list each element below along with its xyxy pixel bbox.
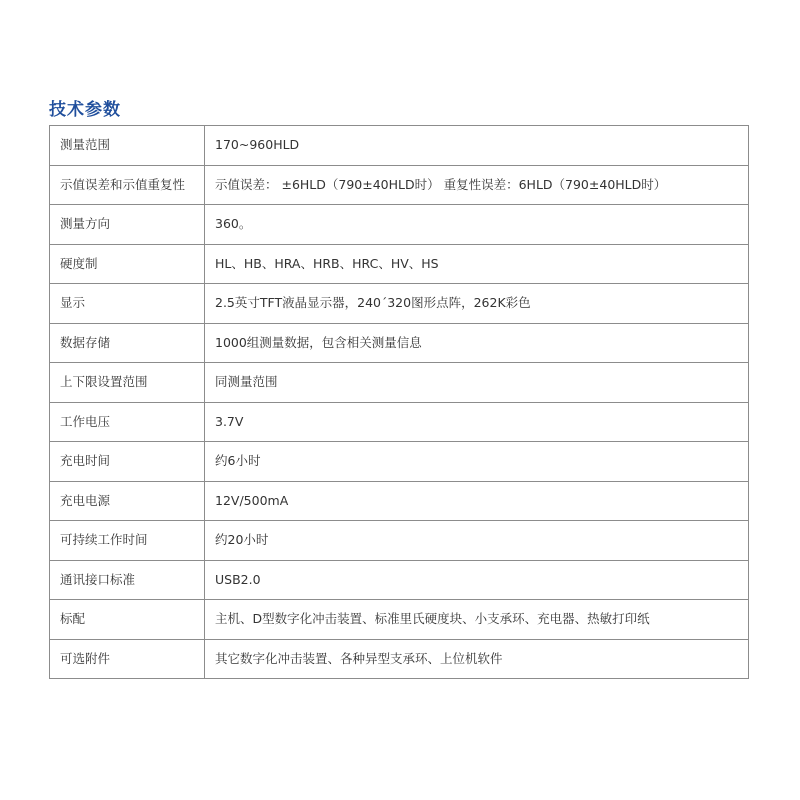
spec-value: 示值误差： ±6HLD（790±40HLD时） 重复性误差：6HLD（790±40HLD时） <box>205 165 749 205</box>
spec-value: 2.5英寸TFT液晶显示器，240´320图形点阵，262K彩色 <box>205 284 749 324</box>
spec-row <box>50 284 749 324</box>
spec-value: 约6小时 <box>205 442 749 482</box>
spec-value: 12V/500mA <box>205 481 749 521</box>
spec-value: 约20小时 <box>205 521 749 561</box>
spec-label: 显示 <box>50 284 205 324</box>
spec-label: 测量方向 <box>50 205 205 245</box>
spec-value: 3.7V <box>205 402 749 442</box>
spec-value: 同测量范围 <box>205 363 749 403</box>
spec-row <box>50 560 749 600</box>
spec-label: 可选附件 <box>50 639 205 679</box>
spec-label: 标配 <box>50 600 205 640</box>
spec-table <box>49 125 749 679</box>
spec-label: 测量范围 <box>50 126 205 166</box>
spec-label: 充电电源 <box>50 481 205 521</box>
spec-row <box>50 205 749 245</box>
spec-row <box>50 521 749 561</box>
spec-label: 可持续工作时间 <box>50 521 205 561</box>
spec-value: 1000组测量数据，包含相关测量信息 <box>205 323 749 363</box>
spec-label: 上下限设置范围 <box>50 363 205 403</box>
spec-row <box>50 363 749 403</box>
spec-row <box>50 402 749 442</box>
spec-row <box>50 126 749 166</box>
spec-row <box>50 600 749 640</box>
spec-value: 其它数字化冲击装置、各种异型支承环、上位机软件 <box>205 639 749 679</box>
spec-label: 通讯接口标准 <box>50 560 205 600</box>
spec-value: 170~960HLD <box>205 126 749 166</box>
spec-row <box>50 323 749 363</box>
spec-value: 主机、D型数字化冲击装置、标准里氏硬度块、小支承环、充电器、热敏打印纸 <box>205 600 749 640</box>
spec-value: 360。 <box>205 205 749 245</box>
spec-label: 硬度制 <box>50 244 205 284</box>
spec-value: HL、HB、HRA、HRB、HRC、HV、HS <box>205 244 749 284</box>
spec-value: USB2.0 <box>205 560 749 600</box>
spec-row <box>50 481 749 521</box>
spec-label: 充电时间 <box>50 442 205 482</box>
spec-row <box>50 639 749 679</box>
spec-label: 数据存储 <box>50 323 205 363</box>
spec-row <box>50 442 749 482</box>
spec-label: 示值误差和示值重复性 <box>50 165 205 205</box>
spec-label: 工作电压 <box>50 402 205 442</box>
section-title: 技术参数 <box>49 100 121 120</box>
spec-row <box>50 165 749 205</box>
spec-row <box>50 244 749 284</box>
spec-table-body <box>50 126 749 679</box>
